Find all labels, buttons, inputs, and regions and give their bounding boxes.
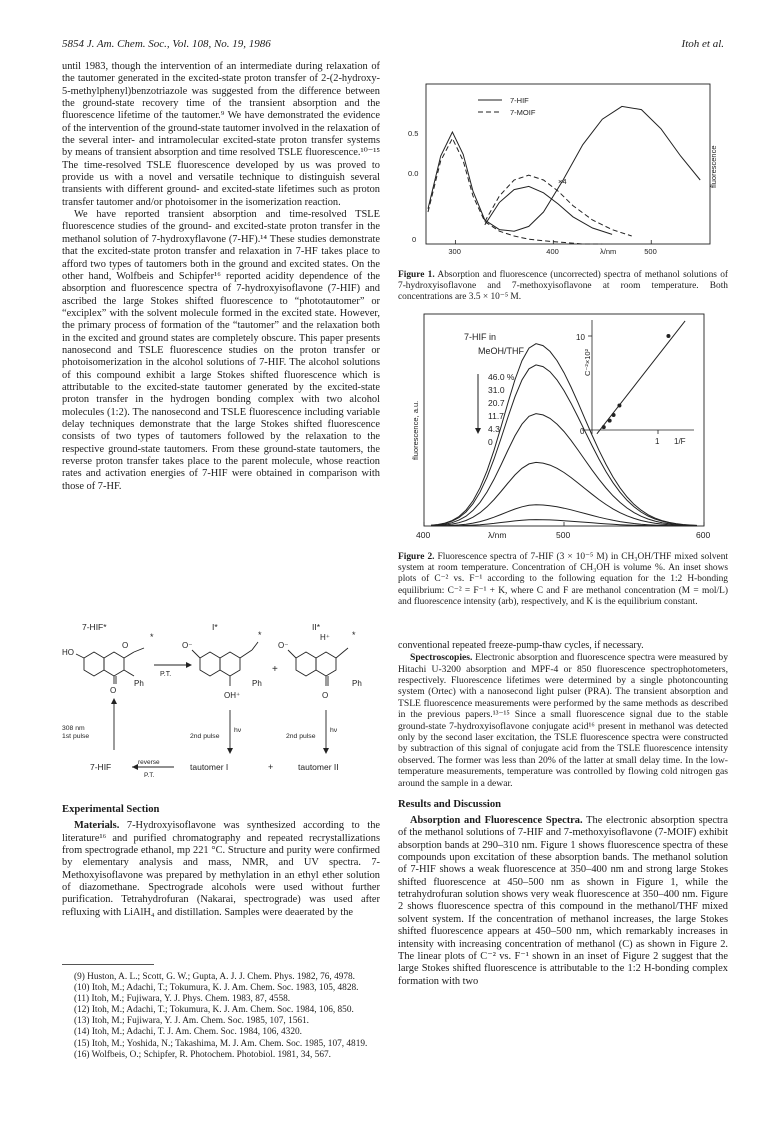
fig2-series-label: 46.0 % [488,372,515,382]
scheme-hv: hν [234,727,242,734]
fig2-inset [576,320,694,446]
fig2-xtick: 600 [696,530,711,540]
fig2-xtick: 500 [556,530,571,540]
paragraph-spectroscopies: Spectroscopies. Electronic absorption and fluorescence spectra were measured by Hitachi U-3200 absorption and MPF-4 or 850 fluorescence spectrophotometers, respectively. Fluorescence lifetimes were determined by a single photoncounting system (Ortec) with a nanosecond light pulser (PRA). The transient absorption and TSLE fluorescence measurements were performed by the same methods as described in the previous papers.¹³⁻¹⁵ Since a small fluorescence signal due to the stable ground-state 7-hydroxyisoflavone conjugate acid¹⁶ present in methanol was detected only by the second laser excitation, the TSLE fluorescence spectra were constructed by subtraction of this signal of conjugate acid from the TSLE fluorescence intensity observed. The former was less than 20% of the latter at small delay time. In the low-temperature measurements, temperature was controlled by flowing cold nitrogen gas around the sample in a dewar. [398,652,728,789]
svg-text:*: * [258,630,262,640]
fig1-xlabel: λ/nm [600,247,617,256]
reference-item: (9) Huston, A. L.; Scott, G. W.; Gupta, A. J. J. Chem. Phys. 1982, 76, 4978. [74,972,355,982]
scheme-plus: + [272,664,278,675]
pulse-308: 308 nm [62,725,85,732]
reaction-scheme [62,620,382,788]
scheme-hv-2: hν [330,727,338,734]
svg-text:*: * [150,632,154,642]
figure-2-caption: Figure 2. Fluorescence spectra of 7-HIF (3 × 10⁻⁵ M) in CH₃OH/THF mixed solvent system at room temperature. Concentration of CH₃OH is volume %. An inset shows plots of C⁻² vs. F⁻¹ according to the following equation for the 1:2 H-bonding equilibrium: C⁻² = F⁻¹ + K, where C and F are methanol concentration (M = mol/L) and fluorescence intensity (arb), respectively, and K is the equilibrium constant. [398,552,728,607]
bottom-reverse: reverse [138,759,160,766]
inset-xtick: 1 [655,437,660,446]
paragraph-materials: Materials. 7-Hydroxyisoflavone was synthesized according to the literature¹⁶ and purified chromatography and repeated recrystallizations from spectrograde ethanol, mp 221 °C. Structure and purity were confirmed by elementary analysis and mass, NMR, and UV spectra. 7-Methoxyisoflavone was prepared by methylation in an ethyl ether solution of diazomethane. Spectrograde alcohols were used without further purification. Tetrahydrofuran (Nakarai, spectrograde) was used after refluxing with LiAlH₄ and distillation. Samples were deaerated by the [62,820,380,918]
fig2-ylabel: fluorescence, a.u. [411,400,420,460]
fig1-xtick: 300 [448,247,461,256]
bottom-tautomer-I: tautomer I [190,762,229,772]
scheme-ohplus: OH⁺ [224,691,241,700]
experimental-heading: Experimental Section [62,804,160,815]
left-column [62,61,380,493]
running-header: 5854 J. Am. Chem. Soc., Vol. 108, No. 19, 1986 [62,38,271,50]
scheme-o: O [110,686,117,695]
fig2-frame [424,314,704,526]
reference-item: (16) Wolfbeis, O.; Schipfer, R. Photochem. Photobiol. 1981, 34, 567. [74,1049,331,1060]
scheme-hplus: H⁺ [320,633,330,642]
fig2-series-label: 11.7 [488,411,504,421]
fig1-legend-7moif: 7-MOIF [510,108,536,117]
scheme-ho: HO [62,648,74,657]
paragraph: We have reported transient absorption and time-resolved TSLE fluorescence studies of the ground- and excited-state proton transfer in the methanol solution of 7-hydroxyflavone (7-HF).¹⁴ These studies demonstrate that the excited-state proton transfer and relaxation in 7-HF takes place to afford two types of tautomers both in the ground and excited states. On the other hand, Wolfbeis and Schipfer¹⁶ reported acidity dependence of the absorption and fluorescence spectra of 7-hydroxyisoflavone (7-HIF) and ascribed the large Stokes shifted fluorescence to “phototautomer” or “exciplex” with the solvent molecule formed in the excited state. However, the primary process of formation of the “tautomer” and the relaxation both in the excited and ground states are completely obscure. This paper presents nanosecond and TSLE fluorescence studies on the proton transfer or photoisomerization in the alcohol solutions of 7-HIF. The alcohol solutions of this compound exhibit a large Stokes shifted fluorescence which is attributable to the excited-state tautomer generated by the excited-state proton transfer in the hydrogen bonding complex with two alcohol molecules (1:2). The nanosecond and TSLE fluorescence including variable delay techniques demonstrate that the large Stokes shifted fluorescence consists of two types of tautomers followed by the relaxation to the respective ground-state tautomers. From these ground-state tautomers, the reverse proton transfer takes place to the parent molecule, whose reaction rates and activation energies of 7-HIF were obtained in comparison with those of 7-HF. [62,209,380,492]
reference-item: (10) Itoh, M.; Adachi, T.; Tokumura, K. J. Am. Chem. Soc. 1983, 105, 4828. [74,983,359,994]
fig2-series-label: 20.7 [488,398,505,408]
fig2-title-line2: MeOH/THF [478,346,524,356]
right-column [398,640,728,988]
reference-item: (12) Itoh, M.; Adachi, T.; Tokumura, K. J. Am. Chem. Soc. 1984, 106, 850. [74,1005,354,1016]
paragraph: conventional repeated freeze-pump-thaw cycles, if necessary. [398,640,644,651]
fig1-series-line [428,106,700,231]
fig2-series-curve [431,462,697,525]
inset-data-point [617,404,621,408]
scheme-pt: P.T. [160,671,172,678]
scheme-ph: Ph [134,679,144,688]
fig2-xtick: 400 [416,530,431,540]
bottom-7hif: 7-HIF [90,762,112,772]
inset-ytick: 10 [576,333,585,342]
fig2-title-line1: 7-HIF in [464,332,497,342]
figure-1-chart [398,78,728,264]
fig1-ylabel: fluorescence [709,145,718,188]
footnote-rule [62,964,154,965]
paragraph-absorption: Absorption and Fluorescence Spectra. The electronic absorption spectra of the methanol solutions of 7-HIF and 7-methoxyisoflavone (7-MOIF) exhibit absorption bands at 290–310 nm. Figure 1 shows fluorescence spectra of these compounds upon excitation of these absorption bands. The methanol solution of 7-HIF shows a weak fluorescence at 350–400 nm and strong large Stokes shifted fluorescence at 450–500 nm as shown in Figure 1, while the tetrahydrofuran solution shows very weak fluorescence at 350–400 nm. Figure 2 shows fluorescence spectra of this compound in the methanol/THF mixed solvent system. If the concentration of methanol increases, the large Stokes shifted fluorescence appears at 450–500 nm, which remarkably increases in intensity with increasing concentration of methanol (C) as shown in Figure 2. The linear plots of C⁻² vs. F⁻¹ shown in an inset of Figure 2 suggest that the large Stokes shifted fluorescence is attributable to the 1:2 H-bonding complex formation with two [398,815,728,987]
fig1-xtick: 400 [546,247,559,256]
reference-item: (15) Itoh, M.; Yoshida, N.; Takashima, M. J. Am. Chem. Soc. 1985, 107, 4819. [74,1038,368,1049]
figure-1-caption: Figure 1. Absorption and fluorescence (uncorrected) spectra of methanol solutions of 7-hydroxyisoflavone and 7-methoxyisoflavone at room temperature. Both concentrations are 3.5 × 10⁻⁵ M. [398,270,729,303]
fig1-ytick: 0.0 [408,169,419,178]
scheme-ph-2: Ph [252,679,262,688]
fig2-series-label: 4.3 [488,424,500,434]
inset-ytick: 0 [580,427,585,436]
svg-text:*: * [352,630,356,640]
fig1-series-line [485,186,612,234]
inset-data-point [666,334,670,338]
molecule-tautomer-II [288,648,348,686]
fig2-series-curve [431,344,697,526]
left-column-lower [62,798,380,919]
figure-2-chart [412,310,712,546]
running-header-authors: Itoh et al. [681,38,724,50]
fig2-xlabel: λ/nm [488,530,507,540]
results-heading: Results and Discussion [398,798,502,810]
fig1-annotation: ×4 [558,177,567,186]
bottom-tautomer-II: tautomer II [298,762,339,772]
scheme-o-3: O [322,691,329,700]
fig1-ytick: 0 [412,235,417,244]
scheme-label-7hif-star: 7-HIF* [82,622,107,632]
fig1-legend-7hif: 7-HIF [510,96,529,105]
reference-item: (13) Itoh, M.; Fujiwara, Y. J. Am. Chem. Soc. 1985, 107, 1561. [74,1016,309,1027]
fig1-frame [426,84,710,244]
reference-item: (14) Itoh, M.; Adachi, T. J. Am. Chem. Soc. 1984, 106, 4320. [74,1027,302,1038]
fig1-xtick: 500 [644,247,657,256]
scheme-label-I-star: I* [212,622,218,632]
scheme-o-ring: O [122,641,129,650]
bottom-plus: + [268,762,274,772]
inset-data-point [602,425,606,429]
reference-item: (11) Itoh, M.; Fujiwara, Y. J. Phys. Chem. 1983, 87, 4558. [74,994,291,1005]
inset-xlabel: 1/F [674,437,686,446]
inset-fit-line [597,321,685,434]
fig2-series-label: 31.0 [488,385,505,395]
inset-data-point [612,413,616,417]
inset-ylabel: C⁻²×10² [583,348,592,376]
references [62,972,380,1061]
scheme-label-II-star: II* [312,622,321,632]
inset-data-point [608,419,612,423]
pulse-second-2: 2nd pulse [286,733,316,740]
bottom-pt: P.T. [144,772,155,779]
fig1-ytick: 0.5 [408,129,419,138]
pulse-second: 2nd pulse [190,733,220,740]
molecule-tautomer-I [192,642,258,686]
fig2-series-label: 0 [488,437,493,447]
fig1-series-line [428,138,602,244]
paragraph: until 1983, though the intervention of an intermediate during relaxation of the tautomer generated in the excited-state proton transfer of 2-(2-hydroxy-5-methylphenyl)benzotriazole was suggested from the difference between the ground-state recovery time of the transient absorption and the fluorescence lifetime of the tautomer.⁹ We have demonstrated the evidence of the intervention of the ground-state tautomer involved in the relaxation of the several inter- and intramolecular excited-state proton transfer systems by means of transient absorption and time resolved TSLE fluorescence.¹⁰⁻¹⁵ The time-resolved TSLE fluorescence developed by us was proved to provide us with a novel and versatile technique to distinguish several transients with different ground- and excited-state lifetimes such as proton transfer tautomer and/or photoisomer in the isomerization reaction. [62,61,380,208]
scheme-ph-3: Ph [352,679,362,688]
pulse-first: 1st pulse [62,733,90,740]
scheme-ominus: O⁻ [182,641,193,650]
scheme-ominus-2: O⁻ [278,641,289,650]
